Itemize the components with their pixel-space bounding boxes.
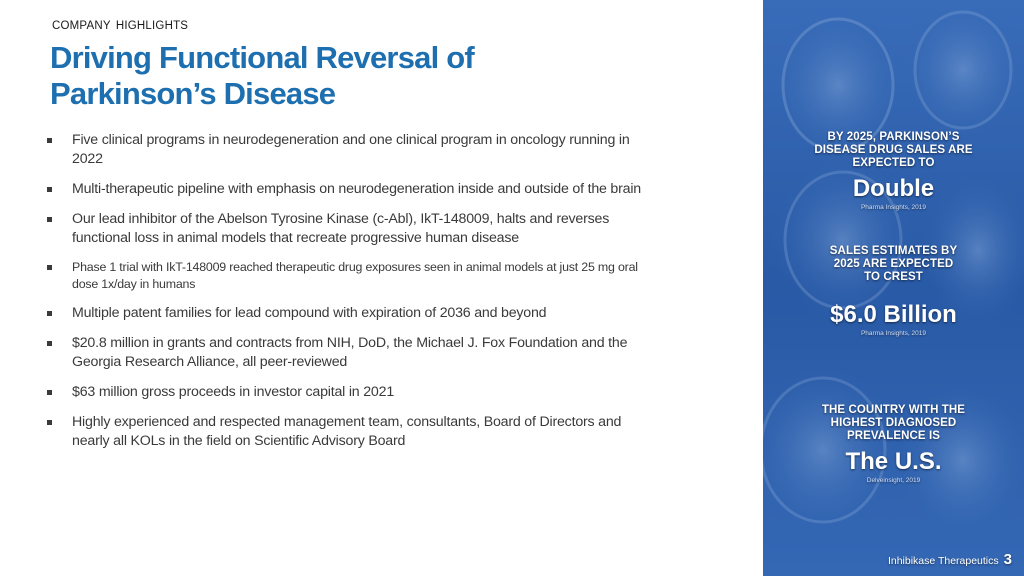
section-label: COMPANY HIGHLIGHTS — [52, 20, 189, 32]
list-item-text: $63 million gross proceeds in investor capital in 2021 — [72, 384, 395, 400]
list-item-text: Five clinical programs in neurodegeneration and one clinical program in oncology running in 2022 — [72, 132, 630, 167]
list-item — [44, 304, 654, 323]
square-bullet-icon — [47, 311, 52, 316]
square-bullet-icon — [47, 390, 52, 395]
stat-drug-sales — [763, 131, 1024, 212]
stat-source: Pharma Insights, 2019 — [860, 330, 927, 337]
square-bullet-icon — [47, 187, 52, 192]
stats-panel — [763, 0, 1024, 576]
stat-value: Double — [852, 175, 935, 202]
stat-caption: THE COUNTRY WITH THE HIGHEST DIAGNOSED PREVALENCE IS — [821, 404, 966, 442]
square-bullet-icon — [47, 420, 52, 425]
stat-caption: SALES ESTIMATES BY 2025 ARE EXPECTED TO CREST — [829, 245, 958, 283]
square-bullet-icon — [47, 138, 52, 143]
slide-footer — [888, 551, 1012, 568]
stat-source: Delveinsight, 2019 — [866, 477, 921, 484]
stat-value: The U.S. — [845, 448, 942, 475]
list-item — [44, 210, 654, 248]
list-item-text: Highly experienced and respected management team, consultants, Board of Directors and nearly all KOLs in the field on Scientific Advisory Board — [72, 414, 622, 449]
company-name: Inhibikase Therapeutics — [887, 555, 999, 567]
list-item-text: Multi-therapeutic pipeline with emphasis on neurodegeneration inside and outside of the brain — [72, 181, 641, 197]
page-title-line-2: Parkinson’s Disease — [50, 76, 336, 111]
square-bullet-icon — [47, 265, 52, 270]
list-item — [44, 259, 654, 293]
square-bullet-icon — [47, 341, 52, 346]
stat-sales-estimate — [763, 245, 1024, 338]
list-item-text: Multiple patent families for lead compound with expiration of 2036 and beyond — [72, 305, 547, 321]
list-item-text: $20.8 million in grants and contracts from NIH, DoD, the Michael J. Fox Foundation and the Georgia Research Alliance, all peer-reviewed — [72, 335, 628, 370]
list-item — [44, 180, 654, 199]
page-title — [50, 40, 750, 112]
list-item — [44, 334, 654, 372]
stat-prevalence — [763, 404, 1024, 485]
stat-caption: BY 2025, PARKINSON’S DISEASE DRUG SALES ARE EXPECTED TO — [814, 131, 973, 169]
stat-source: Pharma Insights, 2019 — [860, 204, 927, 211]
list-item-text: Our lead inhibitor of the Abelson Tyrosine Kinase (c-Abl), IkT-148009, halts and reverses functional loss in animal models that recreate progressive human disease — [72, 211, 610, 246]
page-number: 3 — [1003, 551, 1012, 568]
page-title-line-1: Driving Functional Reversal of — [50, 40, 474, 75]
list-item — [44, 383, 654, 402]
list-item — [44, 131, 654, 169]
square-bullet-icon — [47, 217, 52, 222]
list-item-text: Phase 1 trial with IkT-148009 reached therapeutic drug exposures seen in animal models at just 25 mg oral dose 1x/day in humans — [72, 260, 638, 291]
stat-value: $6.0 Billion — [830, 301, 957, 328]
list-item — [44, 413, 654, 451]
highlights-list — [44, 131, 654, 462]
